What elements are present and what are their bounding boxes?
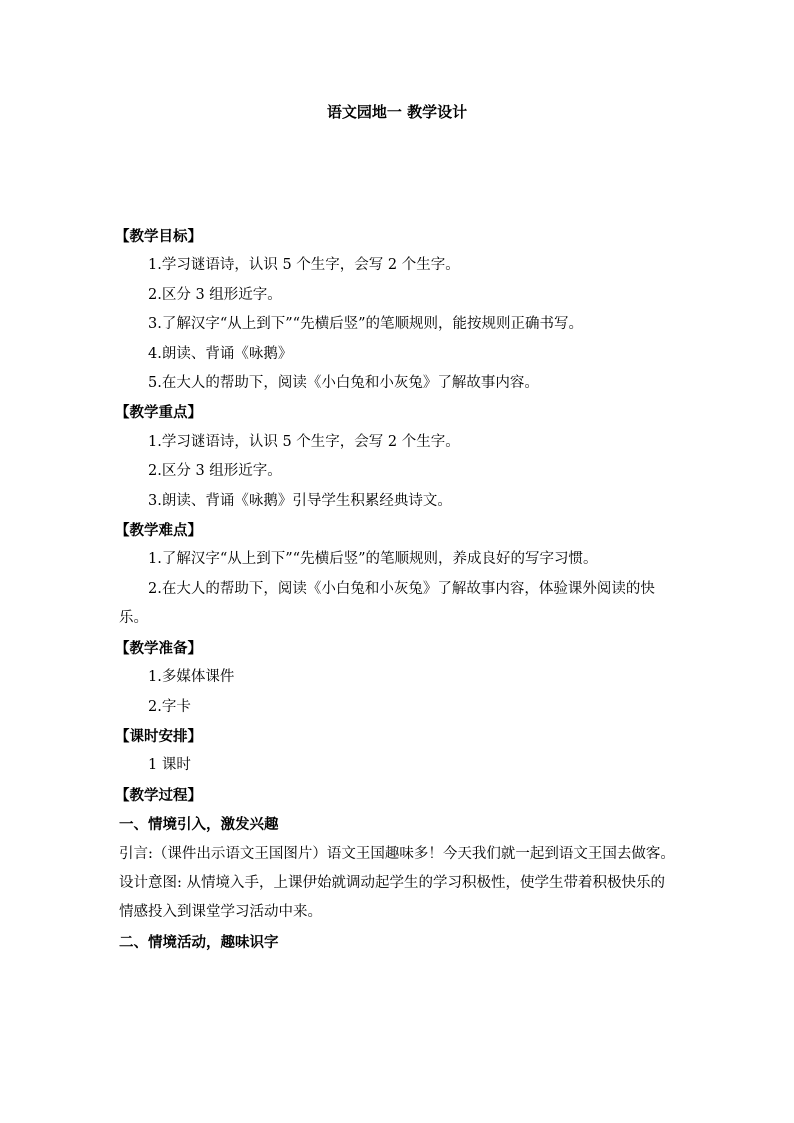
design-intent-paragraph: 设计意图: 从情境入手，上课伊始就调动起学生的学习积极性，使学生带着积极快乐的情感投入到课堂学习活动中来。 (119, 874, 665, 921)
process-intro-paragraph: 引言:（课件出示语文王国图片）语文王国趣味多！今天我们就一起到语文王国去做客。 (119, 845, 675, 862)
key-point-item: 3.朗读、背诵《咏鹅》引导学生积累经典诗文。 (148, 492, 452, 509)
preparation-item: 2.字卡 (148, 698, 191, 715)
goal-item: 3.了解汉字“从上到下”“先横后竖”的笔顺规则，能按规则正确书写。 (148, 316, 583, 333)
section-heading-preparation: 【教学准备】 (115, 639, 202, 657)
process-step-heading: 二、情境活动，趣味识字 (119, 933, 279, 951)
preparation-item: 1.多媒体课件 (148, 669, 235, 686)
section-heading-process: 【教学过程】 (115, 786, 202, 804)
key-point-item: 2.区分 3 组形近字。 (148, 463, 282, 480)
document-title: 语文园地一 教学设计 (326, 103, 468, 121)
difficulty-item: 1.了解汉字“从上到下”“先横后竖”的笔顺规则，养成良好的写字习惯。 (148, 551, 598, 568)
section-heading-difficulties: 【教学难点】 (115, 522, 202, 540)
document-body (115, 222, 679, 957)
goal-item: 5.在大人的帮助下，阅读《小白兔和小灰兔》了解故事内容。 (148, 375, 539, 392)
goal-item: 2.区分 3 组形近字。 (148, 286, 282, 303)
goal-item: 1.学习谜语诗，认识 5 个生字，会写 2 个生字。 (148, 257, 460, 274)
key-point-item: 1.学习谜语诗，认识 5 个生字，会写 2 个生字。 (148, 433, 460, 450)
section-heading-goals: 【教学目标】 (115, 228, 202, 245)
section-heading-schedule: 【课时安排】 (115, 727, 202, 745)
section-heading-key-points: 【教学重点】 (115, 404, 202, 422)
process-step-heading: 一、情境引入，激发兴趣 (119, 816, 279, 834)
difficulty-item: 2.在大人的帮助下，阅读《小白兔和小灰兔》了解故事内容，体验课外阅读的快乐。 (119, 580, 655, 627)
schedule-item: 1 课时 (148, 757, 191, 774)
goal-item: 4.朗读、背诵《咏鹅》 (148, 345, 293, 362)
